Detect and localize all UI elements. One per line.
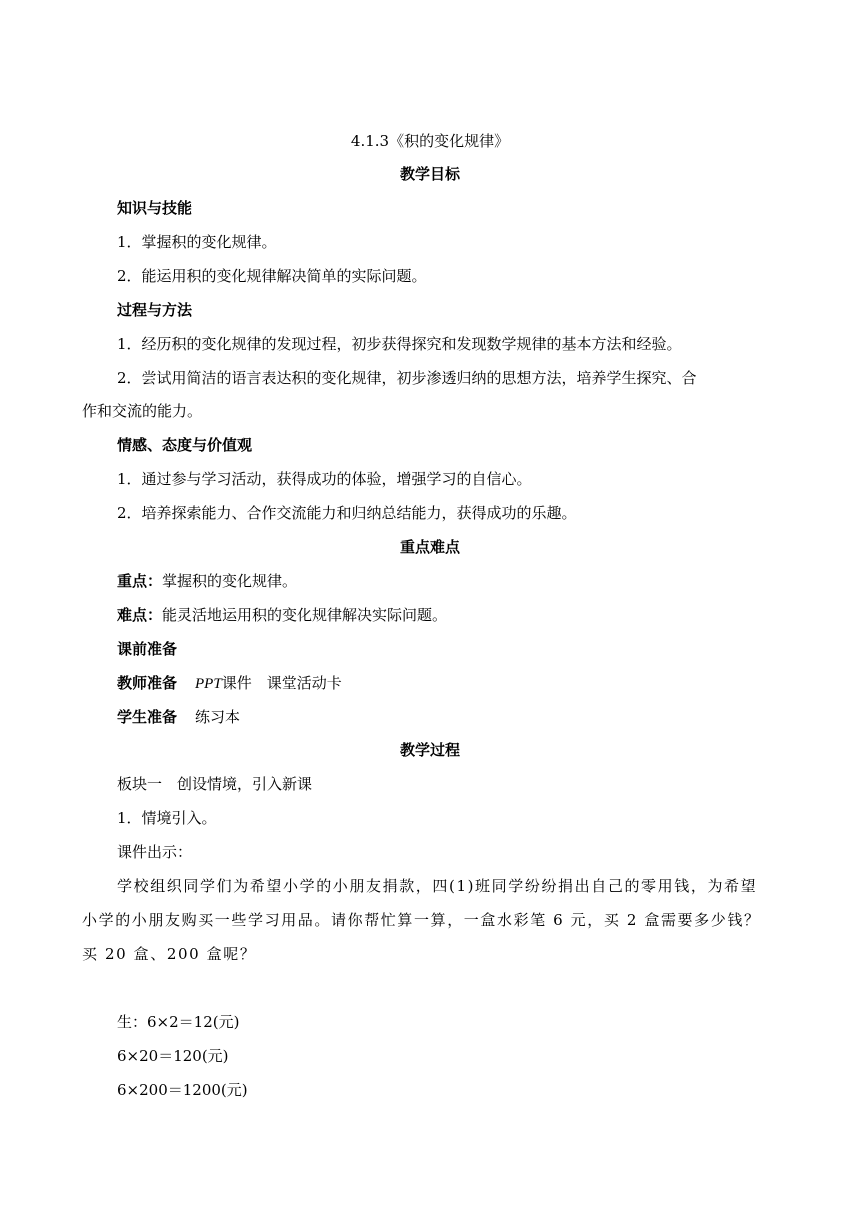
key-point-text: 掌握积的变化规律。 [162, 572, 298, 590]
teacher-prep-items: 课件 课堂活动卡 [221, 674, 342, 692]
emotion-item-1: 1．通过参与学习活动，获得成功的体验，增强学习的自信心。 [117, 470, 532, 488]
process-item-2-line-2: 作和交流的能力。 [82, 402, 203, 420]
courseware-label: 课件出示： [117, 843, 193, 861]
key-point [117, 571, 297, 591]
subheading-knowledge-skills: 知识与技能 [117, 199, 193, 217]
student-preparation [117, 707, 240, 727]
step-1: 1．情境引入。 [117, 809, 217, 827]
difficult-point-label: 难点： [117, 606, 163, 624]
subheading-emotion-values: 情感、态度与价值观 [117, 436, 253, 454]
answer-line-3: 6×200＝1200(元) [117, 1081, 248, 1099]
teacher-prep-ppt: PPT [195, 676, 222, 692]
subheading-process-method: 过程与方法 [117, 301, 193, 319]
teacher-preparation [117, 673, 342, 694]
subheading-preparation: 课前准备 [117, 640, 178, 658]
scenario-paragraph-line-1: 学校组织同学们为希望小学的小朋友捐款，四(1)班同学纷纷捐出自己的零用钱，为希望 [117, 877, 758, 895]
knowledge-item-2: 2．能运用积的变化规律解决简单的实际问题。 [117, 267, 427, 285]
block-1-title: 板块一 创设情境，引入新课 [117, 775, 313, 793]
section-heading-key-points: 重点难点 [399, 538, 460, 556]
process-item-1: 1．经历积的变化规律的发现过程，初步获得探究和发现数学规律的基本方法和经验。 [117, 335, 682, 353]
section-heading-process: 教学过程 [399, 741, 460, 759]
student-prep-items: 练习本 [195, 708, 241, 726]
student-prep-label: 学生准备 [117, 708, 178, 726]
key-point-label: 重点： [117, 572, 163, 590]
process-item-2-line-1: 2．尝试用简洁的语言表达积的变化规律，初步渗透归纳的思想方法，培养学生探究、合 [117, 369, 697, 387]
scenario-paragraph-line-2: 小学的小朋友购买一些学习用品。请你帮忙算一算，一盒水彩笔 6 元，买 2 盒需要多少钱？ [82, 911, 761, 929]
scenario-paragraph-line-3: 买 20 盒、200 盒呢？ [82, 945, 257, 963]
teacher-prep-label: 教师准备 [117, 674, 178, 692]
answer-line-2: 6×20＝120(元) [117, 1047, 229, 1065]
answer-line-1: 生：6×2＝12(元) [117, 1013, 240, 1031]
section-heading-goals: 教学目标 [399, 165, 460, 183]
difficult-point [117, 605, 447, 625]
emotion-item-2: 2．培养探索能力、合作交流能力和归纳总结能力，获得成功的乐趣。 [117, 504, 577, 522]
knowledge-item-1: 1．掌握积的变化规律。 [117, 233, 277, 251]
document-title: 4.1.3《积的变化规律》 [350, 132, 510, 150]
difficult-point-text: 能灵活地运用积的变化规律解决实际问题。 [162, 606, 448, 624]
